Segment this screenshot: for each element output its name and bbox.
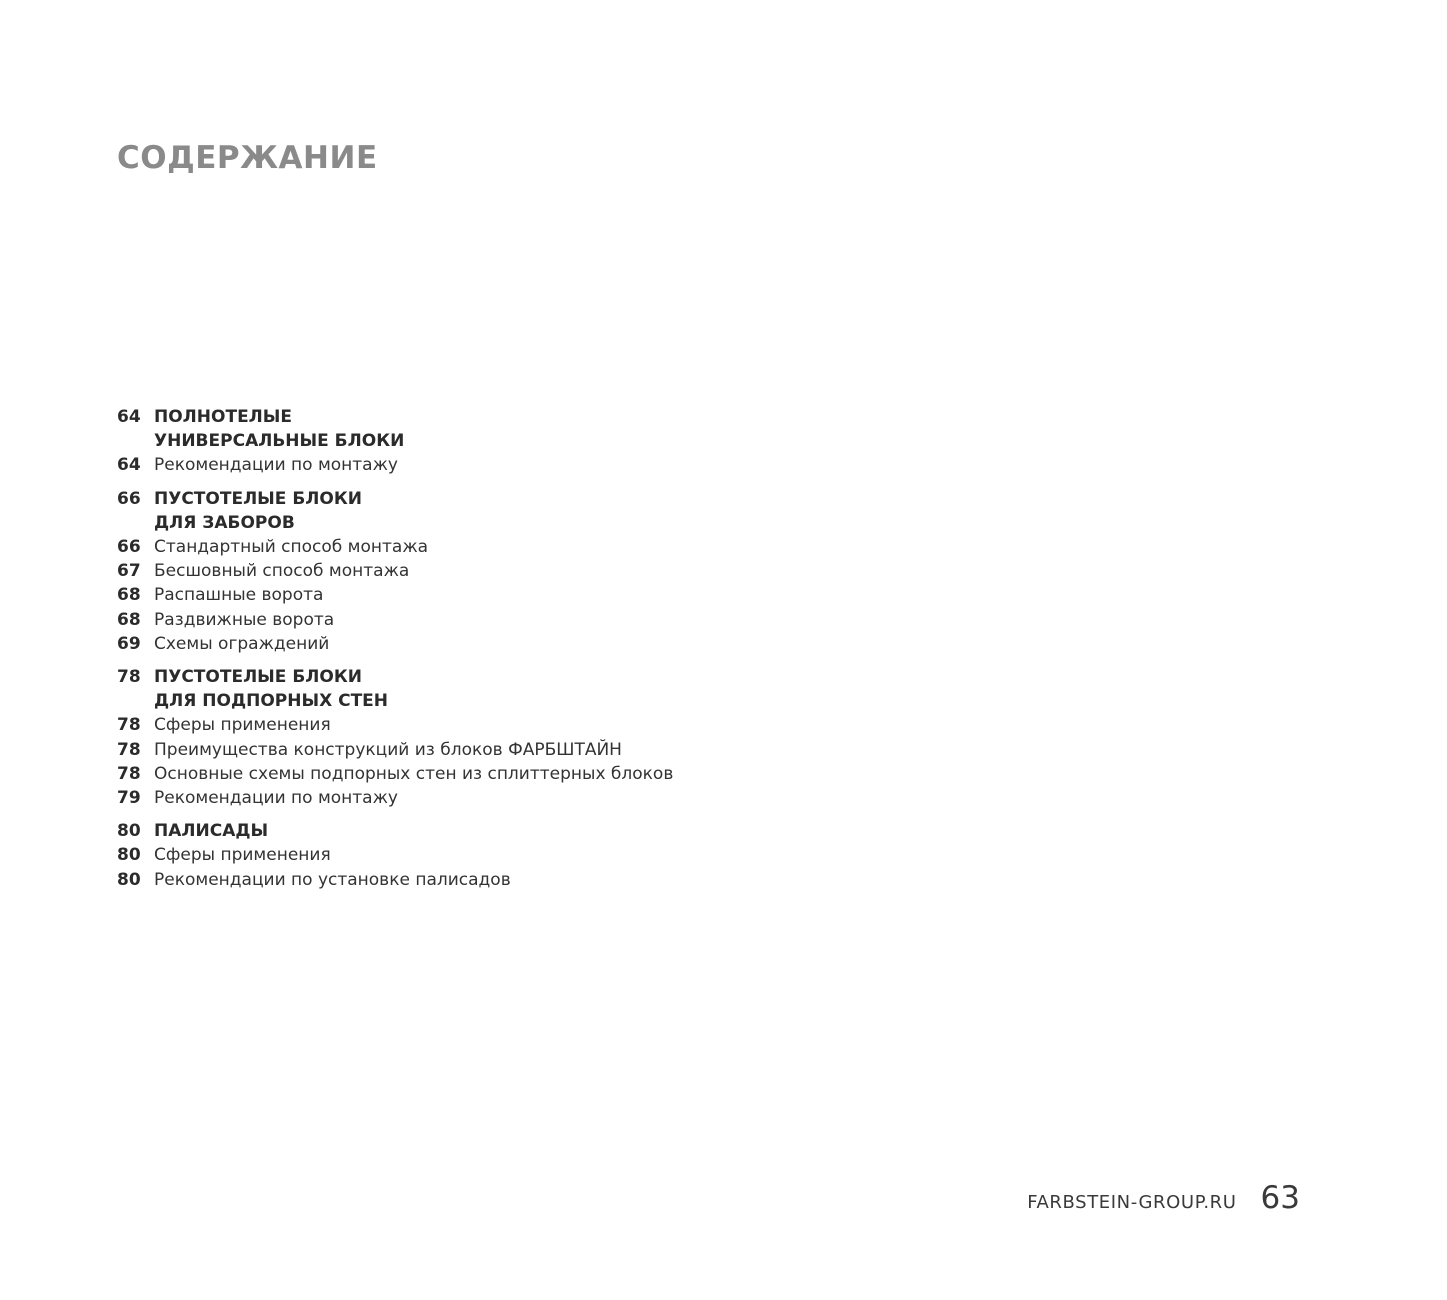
- toc-entry-text: Рекомендации по установке палисадов: [154, 869, 511, 890]
- toc-page-number: 80: [117, 821, 141, 842]
- toc-section: [117, 487, 817, 656]
- toc-page-number: 68: [117, 609, 141, 630]
- toc-page-number: 67: [117, 561, 141, 582]
- toc-page-number: 80: [117, 845, 141, 866]
- toc-page-number: 66: [117, 537, 141, 558]
- footer-site-url[interactable]: FARBSTEIN-GROUP.RU: [1027, 1192, 1237, 1213]
- toc-entry-text: Основные схемы подпорных стен из сплиттерных блоков: [154, 763, 674, 784]
- toc-section-heading[interactable]: [117, 819, 817, 843]
- toc-entry-text: Рекомендации по монтажу: [154, 455, 398, 476]
- toc-page-number: 79: [117, 788, 141, 809]
- toc-entry-text: Сферы применения: [154, 845, 331, 866]
- toc-page-number: 78: [117, 739, 141, 760]
- toc-entry[interactable]: [117, 632, 817, 656]
- toc-entry[interactable]: [117, 535, 817, 559]
- toc-entry-text: Схемы ограждений: [154, 633, 330, 654]
- toc-entry-text: Распашные ворота: [154, 585, 324, 606]
- toc-page-number: 64: [117, 407, 141, 427]
- toc-entry-text: Преимущества конструкций из блоков ФАРБШТАЙН: [154, 739, 622, 760]
- toc-entry[interactable]: [117, 453, 817, 477]
- toc-page-number: 64: [117, 455, 141, 476]
- toc-entry[interactable]: [117, 583, 817, 607]
- toc-heading-text: ПОЛНОТЕЛЫЕ УНИВЕРСАЛЬНЫЕ БЛОКИ: [154, 407, 405, 452]
- table-of-contents: [117, 405, 817, 901]
- toc-entry-text: Рекомендации по монтажу: [154, 788, 398, 809]
- toc-section: [117, 405, 817, 478]
- page-footer: [1027, 1180, 1300, 1216]
- toc-entry[interactable]: [117, 786, 817, 810]
- toc-heading-text: ПУСТОТЕЛЫЕ БЛОКИ ДЛЯ ПОДПОРНЫХ СТЕН: [154, 667, 389, 712]
- toc-entry-text: Бесшовный способ монтажа: [154, 561, 410, 582]
- toc-section-heading[interactable]: [117, 665, 817, 713]
- toc-entry-text: Раздвижные ворота: [154, 609, 335, 630]
- toc-section: [117, 819, 817, 892]
- toc-section-heading[interactable]: [117, 487, 817, 535]
- toc-entry[interactable]: [117, 868, 817, 892]
- toc-entry[interactable]: [117, 713, 817, 737]
- toc-entry-text: Стандартный способ монтажа: [154, 537, 429, 558]
- toc-page-number: 78: [117, 715, 141, 736]
- page-number: 63: [1260, 1180, 1300, 1216]
- toc-page-number: 78: [117, 763, 141, 784]
- toc-page-number: 66: [117, 488, 141, 509]
- toc-heading-text: ПАЛИСАДЫ: [154, 821, 269, 842]
- toc-page-number: 68: [117, 585, 141, 606]
- toc-heading-text: ПУСТОТЕЛЫЕ БЛОКИ ДЛЯ ЗАБОРОВ: [154, 488, 362, 533]
- toc-entry[interactable]: [117, 843, 817, 867]
- toc-section: [117, 665, 817, 810]
- toc-entry[interactable]: [117, 762, 817, 786]
- toc-entry[interactable]: [117, 559, 817, 583]
- toc-entry-text: Сферы применения: [154, 715, 331, 736]
- page-title: СОДЕРЖАНИЕ: [117, 140, 378, 176]
- toc-section-heading[interactable]: [117, 405, 817, 453]
- toc-page-number: 69: [117, 633, 141, 654]
- toc-entry[interactable]: [117, 738, 817, 762]
- toc-page-number: 78: [117, 667, 141, 688]
- toc-page-number: 80: [117, 869, 141, 890]
- toc-entry[interactable]: [117, 608, 817, 632]
